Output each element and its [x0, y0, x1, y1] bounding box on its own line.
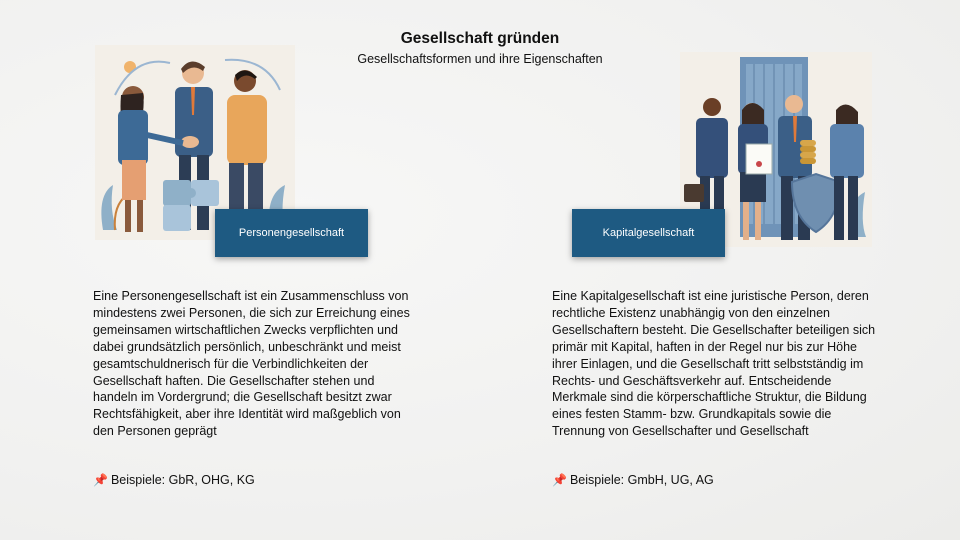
personengesellschaft-description: Eine Personengesellschaft ist ein Zusammenschluss von mindestens zwei Personen, die sich zur Erreichung eines gemeinsamen wirtschaftlichen Zwecks verpflichten und dabei grundsätzlich persönlich, unbeschränkt und meist gesamtschuldnerisch für die Verbindlichkeiten der Gesellschaft haften. Die Gesellschafter stehen und handeln im Vordergrund; die Gesellschaft besitzt zwar Rechtsfähigkeit, aber ihre Identität wird maßgeblich von den Personen geprägt: [93, 289, 410, 439]
slide-title: Gesellschaft gründen: [400, 30, 560, 47]
pushpin-icon: 📌: [552, 473, 567, 487]
examples-text: Beispiele: GmbH, UG, AG: [569, 473, 714, 487]
pushpin-icon: 📌: [93, 473, 108, 487]
slide-subtitle: Gesellschaftsformen und ihre Eigenschaften: [357, 52, 603, 66]
kapitalgesellschaft-description: Eine Kapitalgesellschaft ist eine juristische Person, deren rechtliche Existenz unabhängig von den einzelnen Gesellschaftern besteht. Die Gesellschafter beteiligen sich primär mit Kapital, haften in der Regel nur bis zur Höhe ihrer Einlagen, und die Gesellschaft tritt selbstständig im Rechts- und Geschäftsverkehr auf. Entscheidende Merkmale sind die körperschaftliche Struktur, die Bildung eines festen Stamm- bzw. Grundkapitals sowie die Trennung von Gesellschafter und Gesellschaft: [552, 289, 876, 439]
personengesellschaft-label: Personengesellschaft: [215, 209, 368, 257]
personengesellschaft-examples: [93, 473, 255, 487]
examples-text: Beispiele: GbR, OHG, KG: [110, 473, 255, 487]
kapitalgesellschaft-label: Kapitalgesellschaft: [572, 209, 725, 257]
kapitalgesellschaft-examples: [552, 473, 714, 487]
